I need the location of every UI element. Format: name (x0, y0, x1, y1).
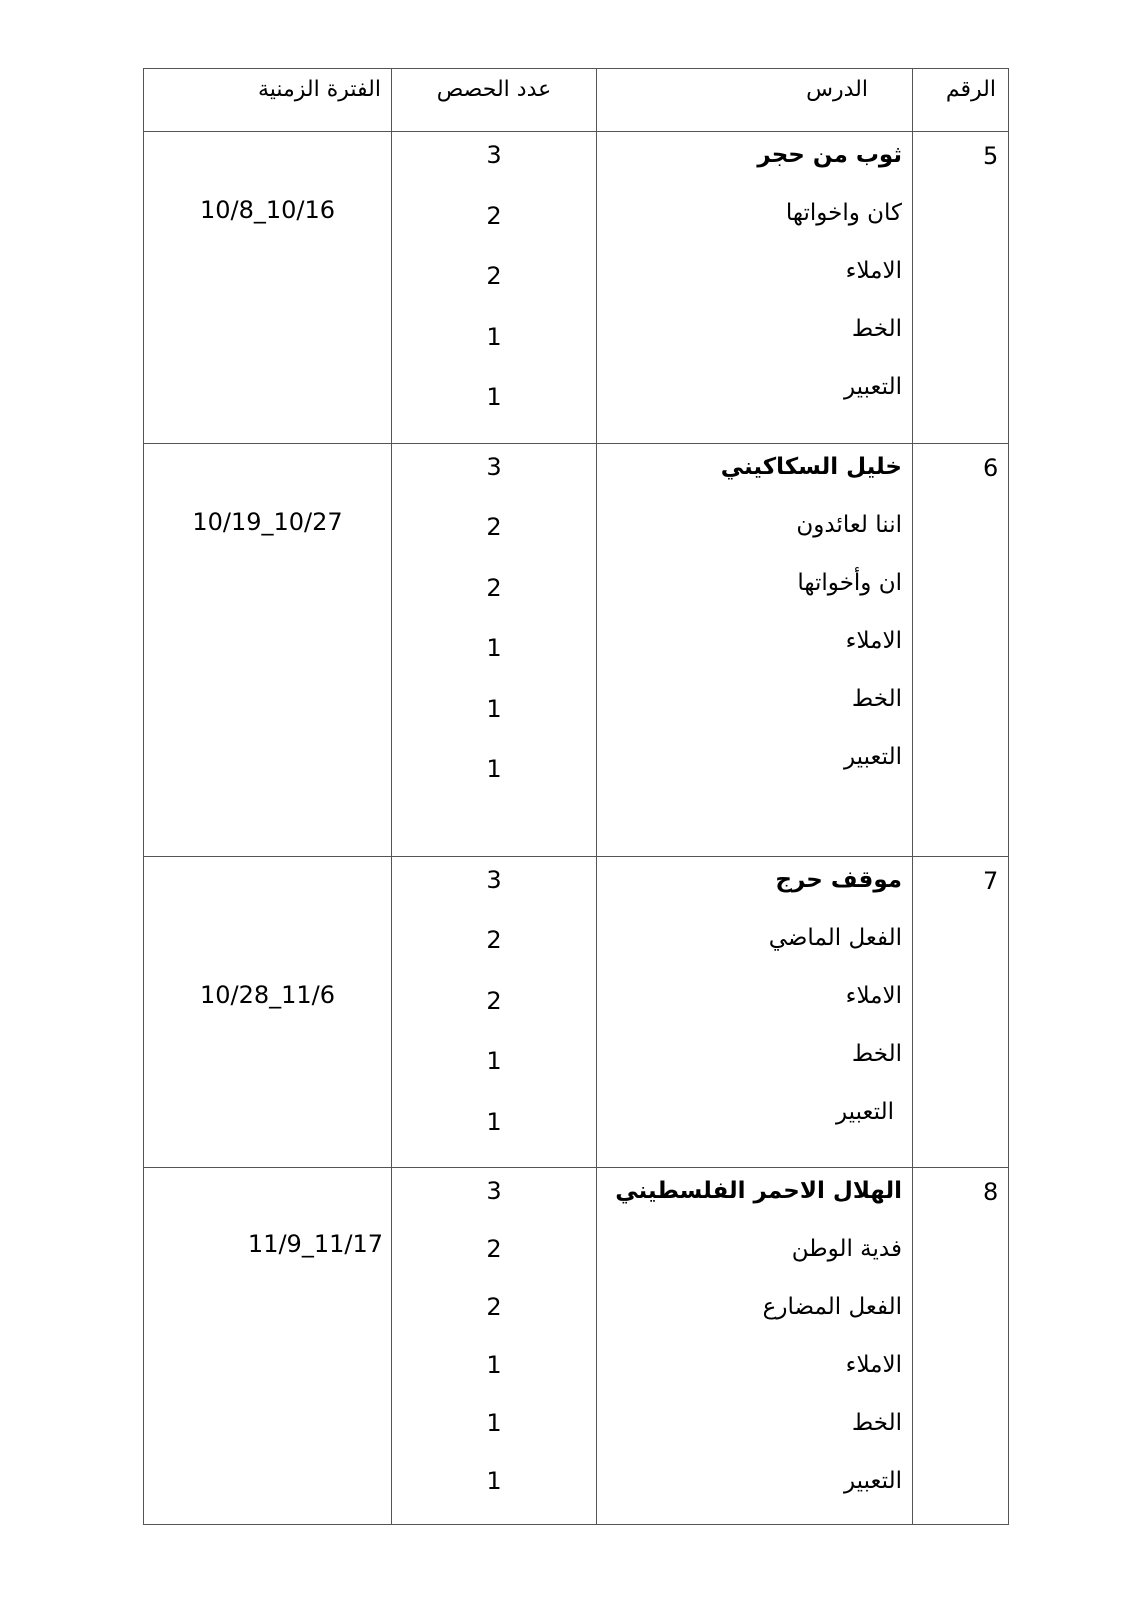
lesson-item: فدية الوطن (791, 1236, 902, 1262)
table-row (144, 856, 1009, 1168)
table-row (144, 1168, 1009, 1525)
period-value: 11/17_11/9 (247, 1230, 383, 1258)
lesson-item: الخط (851, 316, 902, 342)
lesson-item: التعبير (843, 1468, 902, 1494)
session-count: 3 (486, 141, 502, 169)
session-count: 3 (486, 1177, 502, 1205)
period-cell (144, 132, 392, 444)
lesson-list (597, 132, 913, 444)
session-count-list (392, 856, 597, 1168)
session-count: 1 (486, 1107, 502, 1136)
lesson-list (597, 443, 913, 856)
lesson-item: الاملاء (845, 258, 902, 284)
lesson-item: الخط (851, 685, 902, 712)
period-value: 11/6_10/28 (199, 980, 336, 1009)
session-count: 2 (486, 262, 502, 290)
session-count: 1 (486, 694, 502, 723)
session-count: 2 (486, 1235, 502, 1263)
session-count: 1 (486, 1351, 502, 1379)
unit-title: الهلال الاحمر الفلسطيني (615, 1178, 902, 1204)
lesson-item: الخط (851, 1040, 902, 1067)
lesson-item: التعبير (843, 374, 902, 400)
header-number: الرقم (913, 69, 1009, 132)
header-sessions: عدد الحصص (392, 69, 597, 132)
session-count-list (392, 132, 597, 444)
header-row (144, 69, 1009, 132)
period-cell (144, 1168, 392, 1525)
unit-number: 6 (913, 443, 1009, 856)
unit-number: 8 (913, 1168, 1009, 1525)
period-cell (144, 443, 392, 856)
period-cell (144, 856, 392, 1168)
lesson-plan-table (143, 68, 1009, 1525)
unit-title: ثوب من حجر (757, 142, 902, 168)
header-period: الفترة الزمنية (144, 69, 392, 132)
lesson-item: الاملاء (845, 627, 902, 654)
unit-title: موقف حرج (775, 866, 902, 893)
session-count: 2 (486, 513, 502, 541)
lesson-item: التعبير (843, 743, 902, 770)
unit-number: 7 (913, 856, 1009, 1168)
session-count-list (392, 1168, 597, 1525)
session-count: 3 (486, 452, 502, 481)
lesson-item: الفعل المضارع (762, 1294, 902, 1320)
lesson-item: الاملاء (845, 982, 902, 1009)
lesson-item: الاملاء (845, 1352, 902, 1378)
session-count: 2 (486, 1293, 502, 1321)
lesson-list (597, 1168, 913, 1525)
table-row (144, 443, 1009, 856)
session-count: 2 (486, 573, 502, 602)
lesson-item: ان وأخواتها (797, 569, 902, 596)
lesson-item: اننا لعائدون (796, 511, 902, 538)
period-value: 10/27_10/19 (192, 507, 343, 536)
lesson-item: التعبير (835, 1098, 894, 1125)
unit-title: خليل السكاكيني (720, 453, 902, 480)
unit-number: 5 (913, 132, 1009, 444)
session-count: 2 (486, 201, 502, 230)
lesson-item: الخط (851, 1410, 902, 1436)
table-row (144, 132, 1009, 444)
lesson-item: كان واخواتها (785, 200, 902, 226)
session-count: 1 (486, 383, 502, 411)
session-count: 3 (486, 865, 502, 894)
period-value: 10/16_10/8 (199, 196, 336, 224)
session-count: 1 (486, 1467, 502, 1495)
session-count-list (392, 443, 597, 856)
lesson-item: الفعل الماضي (768, 924, 902, 951)
lesson-list (597, 856, 913, 1168)
session-count: 1 (486, 634, 502, 662)
session-count: 1 (486, 755, 502, 783)
session-count: 2 (486, 986, 502, 1015)
session-count: 1 (486, 1047, 502, 1075)
session-count: 1 (486, 1409, 502, 1437)
session-count: 2 (486, 926, 502, 954)
session-count: 1 (486, 322, 502, 351)
header-lesson: الدرس (597, 69, 913, 132)
